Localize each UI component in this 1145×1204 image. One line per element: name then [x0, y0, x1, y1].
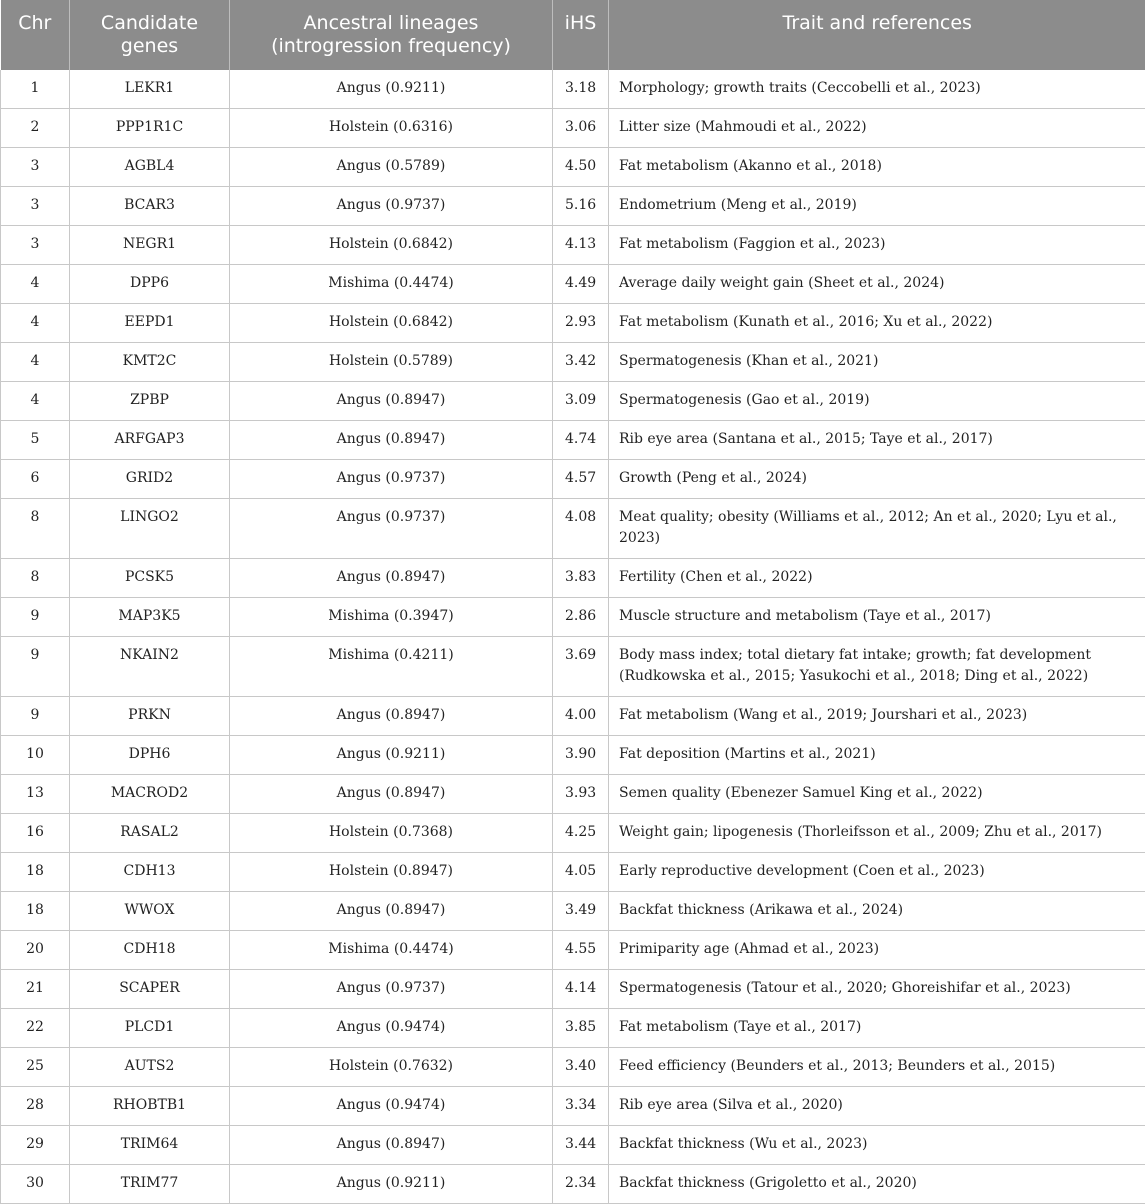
cell-ihs: 3.90: [553, 736, 609, 775]
cell-gene: PLCD1: [70, 1009, 230, 1048]
cell-ihs: 3.09: [553, 382, 609, 421]
cell-gene: RASAL2: [70, 814, 230, 853]
cell-chr: 3: [1, 148, 70, 187]
cell-gene: MACROD2: [70, 775, 230, 814]
header-trait-references: Trait and references: [609, 0, 1145, 70]
cell-gene: DPH6: [70, 736, 230, 775]
cell-gene: TRIM77: [70, 1165, 230, 1204]
cell-chr: 2: [1, 109, 70, 148]
cell-lineage: Angus (0.5789): [230, 148, 553, 187]
cell-lineage: Angus (0.9737): [230, 499, 553, 559]
cell-gene: NEGR1: [70, 226, 230, 265]
table-header: [1, 0, 1145, 70]
table-row: [1, 343, 1145, 382]
cell-ihs: 4.55: [553, 931, 609, 970]
cell-ihs: 4.00: [553, 697, 609, 736]
cell-ihs: 3.69: [553, 637, 609, 697]
table-row: [1, 736, 1145, 775]
cell-ihs: 3.40: [553, 1048, 609, 1087]
cell-chr: 6: [1, 460, 70, 499]
cell-chr: 9: [1, 637, 70, 697]
cell-trait: Fat metabolism (Faggion et al., 2023): [609, 226, 1145, 265]
cell-trait: Backfat thickness (Wu et al., 2023): [609, 1126, 1145, 1165]
cell-chr: 29: [1, 1126, 70, 1165]
cell-ihs: 3.83: [553, 559, 609, 598]
cell-chr: 4: [1, 343, 70, 382]
header-ancestral-lineages: Ancestral lineages (introgression frequency): [230, 0, 553, 70]
cell-trait: Spermatogenesis (Khan et al., 2021): [609, 343, 1145, 382]
cell-chr: 8: [1, 499, 70, 559]
cell-trait: Fat metabolism (Taye et al., 2017): [609, 1009, 1145, 1048]
cell-ihs: 4.50: [553, 148, 609, 187]
cell-lineage: Angus (0.9211): [230, 1165, 553, 1204]
cell-gene: LEKR1: [70, 70, 230, 109]
cell-ihs: 3.85: [553, 1009, 609, 1048]
cell-ihs: 4.05: [553, 853, 609, 892]
cell-gene: ZPBP: [70, 382, 230, 421]
table-row: [1, 1165, 1145, 1204]
cell-chr: 8: [1, 559, 70, 598]
table-row: [1, 1087, 1145, 1126]
cell-trait: Early reproductive development (Coen et al., 2023): [609, 853, 1145, 892]
cell-gene: AGBL4: [70, 148, 230, 187]
table-row: [1, 226, 1145, 265]
cell-trait: Spermatogenesis (Tatour et al., 2020; Ghoreishifar et al., 2023): [609, 970, 1145, 1009]
table-row: [1, 460, 1145, 499]
table-row: [1, 892, 1145, 931]
cell-trait: Morphology; growth traits (Ceccobelli et al., 2023): [609, 70, 1145, 109]
cell-chr: 5: [1, 421, 70, 460]
table-row: [1, 814, 1145, 853]
table-row: [1, 109, 1145, 148]
cell-chr: 18: [1, 892, 70, 931]
cell-gene: KMT2C: [70, 343, 230, 382]
table-row: [1, 187, 1145, 226]
table-row: [1, 265, 1145, 304]
cell-chr: 10: [1, 736, 70, 775]
cell-chr: 13: [1, 775, 70, 814]
cell-trait: Backfat thickness (Grigoletto et al., 2020): [609, 1165, 1145, 1204]
cell-trait: Litter size (Mahmoudi et al., 2022): [609, 109, 1145, 148]
cell-lineage: Angus (0.9737): [230, 460, 553, 499]
table-row: [1, 931, 1145, 970]
cell-chr: 4: [1, 265, 70, 304]
cell-gene: SCAPER: [70, 970, 230, 1009]
cell-ihs: 4.25: [553, 814, 609, 853]
cell-trait: Fat deposition (Martins et al., 2021): [609, 736, 1145, 775]
cell-trait: Primiparity age (Ahmad et al., 2023): [609, 931, 1145, 970]
cell-lineage: Holstein (0.7368): [230, 814, 553, 853]
cell-trait: Fat metabolism (Wang et al., 2019; Jourshari et al., 2023): [609, 697, 1145, 736]
cell-lineage: Mishima (0.3947): [230, 598, 553, 637]
cell-ihs: 4.14: [553, 970, 609, 1009]
table-row: [1, 499, 1145, 559]
table-row: [1, 1048, 1145, 1087]
table-row: [1, 559, 1145, 598]
cell-trait: Feed efficiency (Beunders et al., 2013; Beunders et al., 2015): [609, 1048, 1145, 1087]
cell-ihs: 2.86: [553, 598, 609, 637]
cell-lineage: Angus (0.8947): [230, 559, 553, 598]
cell-lineage: Angus (0.8947): [230, 775, 553, 814]
cell-gene: GRID2: [70, 460, 230, 499]
cell-lineage: Holstein (0.6316): [230, 109, 553, 148]
cell-chr: 21: [1, 970, 70, 1009]
cell-chr: 18: [1, 853, 70, 892]
cell-ihs: 3.93: [553, 775, 609, 814]
cell-trait: Endometrium (Meng et al., 2019): [609, 187, 1145, 226]
cell-gene: TRIM64: [70, 1126, 230, 1165]
table-row: [1, 598, 1145, 637]
cell-lineage: Mishima (0.4474): [230, 931, 553, 970]
cell-gene: CDH18: [70, 931, 230, 970]
cell-lineage: Holstein (0.5789): [230, 343, 553, 382]
cell-trait: Spermatogenesis (Gao et al., 2019): [609, 382, 1145, 421]
cell-ihs: 3.34: [553, 1087, 609, 1126]
cell-gene: DPP6: [70, 265, 230, 304]
cell-gene: CDH13: [70, 853, 230, 892]
cell-lineage: Angus (0.9737): [230, 187, 553, 226]
cell-trait: Meat quality; obesity (Williams et al., 2012; An et al., 2020; Lyu et al., 2023): [609, 499, 1145, 559]
table-row: [1, 148, 1145, 187]
cell-gene: MAP3K5: [70, 598, 230, 637]
table-row: [1, 304, 1145, 343]
cell-ihs: 3.44: [553, 1126, 609, 1165]
cell-gene: PCSK5: [70, 559, 230, 598]
table-body: [1, 70, 1145, 1204]
cell-ihs: 4.08: [553, 499, 609, 559]
cell-gene: PPP1R1C: [70, 109, 230, 148]
cell-gene: BCAR3: [70, 187, 230, 226]
cell-ihs: 3.18: [553, 70, 609, 109]
cell-trait: Rib eye area (Santana et al., 2015; Taye et al., 2017): [609, 421, 1145, 460]
cell-ihs: 4.74: [553, 421, 609, 460]
header-chr: Chr: [1, 0, 70, 70]
cell-chr: 16: [1, 814, 70, 853]
cell-lineage: Angus (0.9211): [230, 70, 553, 109]
cell-lineage: Angus (0.9737): [230, 970, 553, 1009]
cell-trait: Average daily weight gain (Sheet et al., 2024): [609, 265, 1145, 304]
table-row: [1, 421, 1145, 460]
cell-chr: 3: [1, 226, 70, 265]
cell-trait: Fat metabolism (Kunath et al., 2016; Xu et al., 2022): [609, 304, 1145, 343]
table-row: [1, 1009, 1145, 1048]
cell-chr: 28: [1, 1087, 70, 1126]
cell-lineage: Angus (0.9474): [230, 1087, 553, 1126]
cell-gene: WWOX: [70, 892, 230, 931]
cell-gene: RHOBTB1: [70, 1087, 230, 1126]
cell-trait: Body mass index; total dietary fat intake; growth; fat development (Rudkowska et al., 2015; Yasukochi et al., 2018; Ding et al., 2022): [609, 637, 1145, 697]
table-row: [1, 382, 1145, 421]
cell-lineage: Holstein (0.6842): [230, 304, 553, 343]
cell-ihs: 3.49: [553, 892, 609, 931]
cell-chr: 30: [1, 1165, 70, 1204]
cell-gene: PRKN: [70, 697, 230, 736]
cell-trait: Muscle structure and metabolism (Taye et al., 2017): [609, 598, 1145, 637]
cell-gene: AUTS2: [70, 1048, 230, 1087]
cell-gene: NKAIN2: [70, 637, 230, 697]
cell-gene: ARFGAP3: [70, 421, 230, 460]
cell-lineage: Angus (0.8947): [230, 421, 553, 460]
cell-lineage: Mishima (0.4211): [230, 637, 553, 697]
cell-trait: Growth (Peng et al., 2024): [609, 460, 1145, 499]
cell-chr: 9: [1, 697, 70, 736]
cell-lineage: Angus (0.8947): [230, 382, 553, 421]
table-row: [1, 970, 1145, 1009]
table-row: [1, 697, 1145, 736]
cell-ihs: 3.06: [553, 109, 609, 148]
header-candidate-genes: Candidate genes: [70, 0, 230, 70]
cell-trait: Weight gain; lipogenesis (Thorleifsson et al., 2009; Zhu et al., 2017): [609, 814, 1145, 853]
cell-ihs: 4.49: [553, 265, 609, 304]
cell-chr: 3: [1, 187, 70, 226]
cell-gene: LINGO2: [70, 499, 230, 559]
table-row: [1, 853, 1145, 892]
cell-lineage: Mishima (0.4474): [230, 265, 553, 304]
cell-lineage: Holstein (0.6842): [230, 226, 553, 265]
cell-trait: Backfat thickness (Arikawa et al., 2024): [609, 892, 1145, 931]
header-row: [1, 0, 1145, 70]
cell-lineage: Holstein (0.7632): [230, 1048, 553, 1087]
cell-lineage: Angus (0.9211): [230, 736, 553, 775]
cell-lineage: Angus (0.8947): [230, 1126, 553, 1165]
cell-lineage: Angus (0.8947): [230, 697, 553, 736]
cell-ihs: 5.16: [553, 187, 609, 226]
cell-chr: 4: [1, 304, 70, 343]
table-row: [1, 775, 1145, 814]
cell-chr: 1: [1, 70, 70, 109]
cell-ihs: 4.13: [553, 226, 609, 265]
cell-chr: 20: [1, 931, 70, 970]
cell-lineage: Angus (0.8947): [230, 892, 553, 931]
cell-ihs: 2.93: [553, 304, 609, 343]
cell-trait: Rib eye area (Silva et al., 2020): [609, 1087, 1145, 1126]
cell-ihs: 2.34: [553, 1165, 609, 1204]
table-row: [1, 1126, 1145, 1165]
cell-chr: 25: [1, 1048, 70, 1087]
cell-chr: 9: [1, 598, 70, 637]
cell-trait: Fat metabolism (Akanno et al., 2018): [609, 148, 1145, 187]
table-row: [1, 70, 1145, 109]
header-ihs: iHS: [553, 0, 609, 70]
table-row: [1, 637, 1145, 697]
cell-trait: Semen quality (Ebenezer Samuel King et al., 2022): [609, 775, 1145, 814]
cell-chr: 22: [1, 1009, 70, 1048]
cell-ihs: 4.57: [553, 460, 609, 499]
cell-lineage: Angus (0.9474): [230, 1009, 553, 1048]
cell-trait: Fertility (Chen et al., 2022): [609, 559, 1145, 598]
cell-ihs: 3.42: [553, 343, 609, 382]
cell-chr: 4: [1, 382, 70, 421]
cell-lineage: Holstein (0.8947): [230, 853, 553, 892]
cell-gene: EEPD1: [70, 304, 230, 343]
